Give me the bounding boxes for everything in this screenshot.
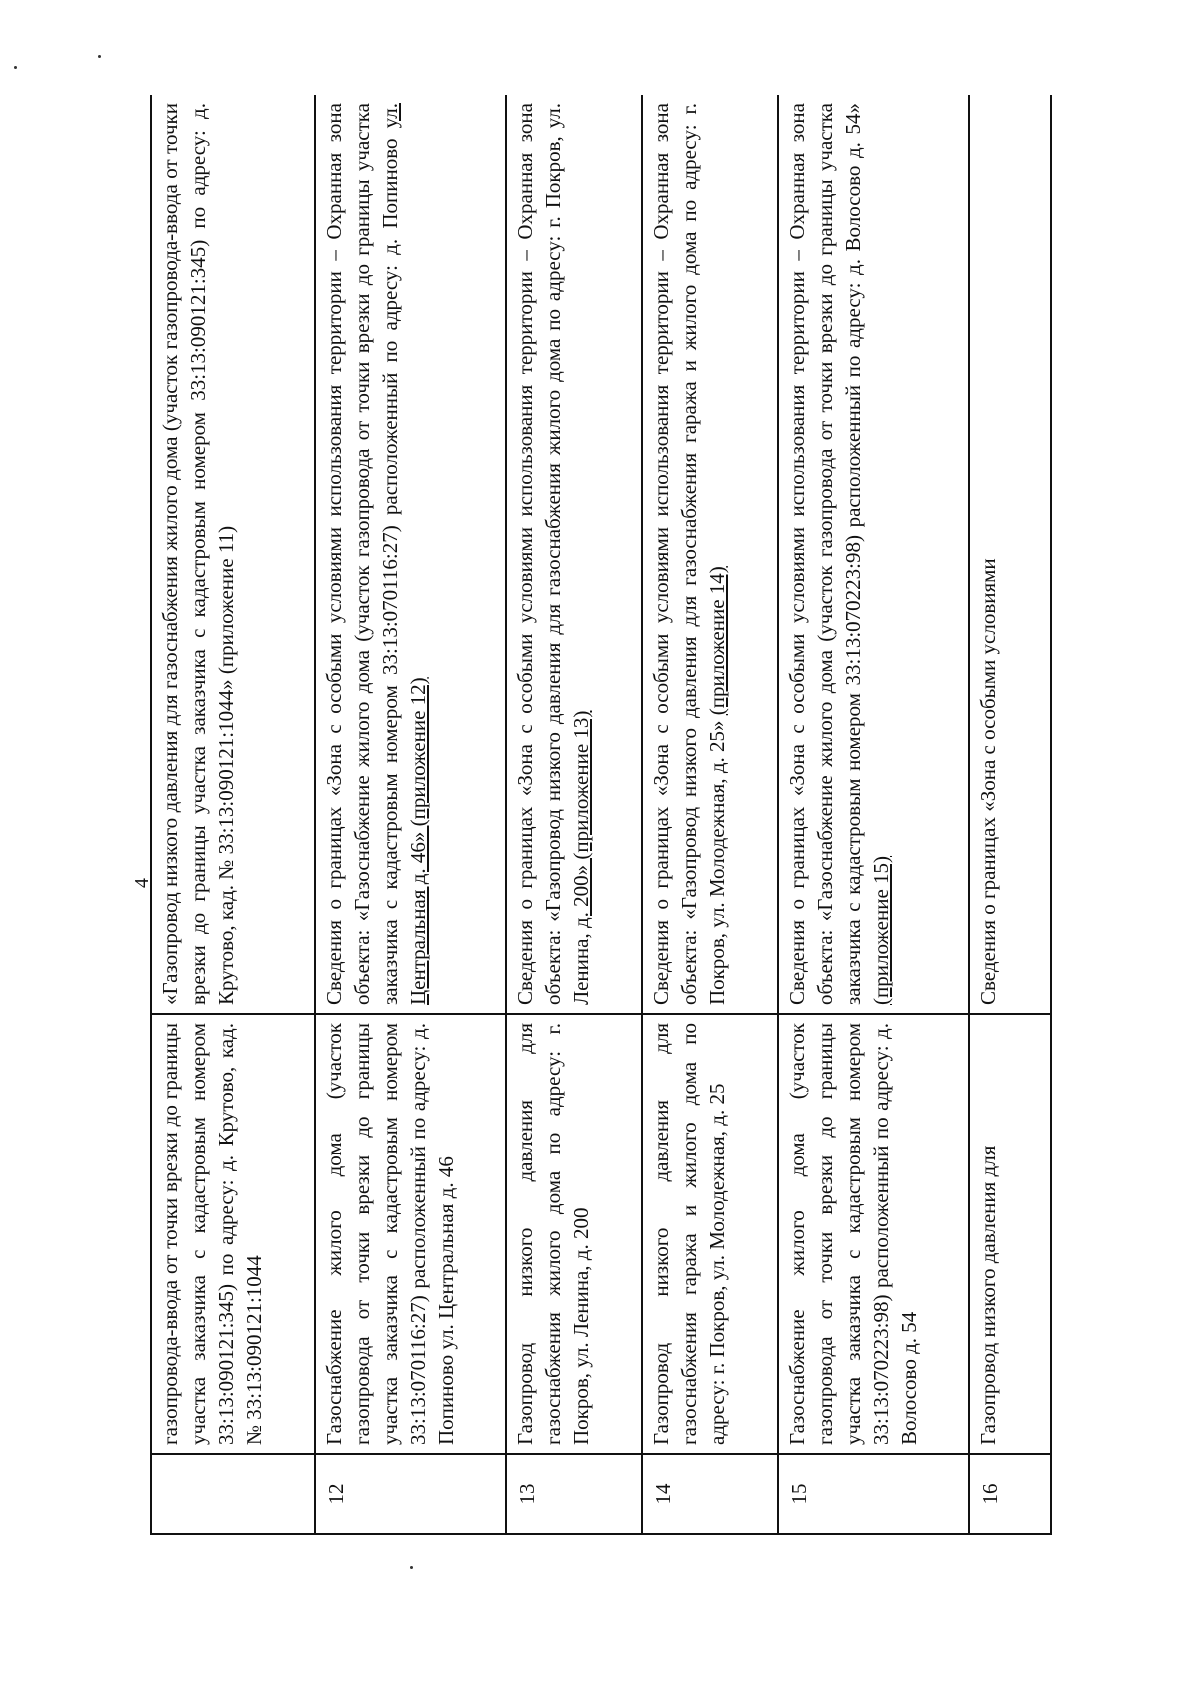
object-description: Газоснабжение жилого дома (участок газопровода от точки врезки до границы участка заказчика с кадастровым номером 33:13:070223:98) расположенный по адресу: д. Волосово д. 54 <box>779 1013 971 1453</box>
zone-information-tail: д. 200» (приложение 13) <box>569 710 594 929</box>
zone-information-lead: Сведения о границах «Зона с особыми условиями использования территории – Охранная зона объекта: «Газоснабжение жилого дома (участок газопровода от точки врезки до границы участка заказчика с кадастровым номером 33:13:070116:27) расположенный по адресу: д. Попиново <box>321 103 402 1005</box>
scan-speck <box>14 66 17 69</box>
row-number <box>152 1453 316 1533</box>
object-description: Газопровод низкого давления для газоснабжения гаража и жилого дома по адресу: г. Покров, ул. Молодежная, д. 25 <box>643 1013 779 1453</box>
zone-information <box>643 95 779 1013</box>
object-description: Газопровод низкого давления для <box>970 1013 1052 1453</box>
zone-information-tail: (приложение 15) <box>868 855 893 1005</box>
zone-information-tail: (приложение 14) <box>704 566 729 716</box>
zone-information-lead: Сведения о границах «Зона с особыми условиями использования территории – Охранная зона объекта: «Газопровод низкого давления для газоснабжения жилого дома по адресу: г. Покров, ул. Ленина, <box>513 103 594 1005</box>
zone-information <box>970 95 1052 1013</box>
zone-information <box>316 95 508 1013</box>
zone-information <box>152 95 316 1013</box>
row-number: 14 <box>643 1453 779 1533</box>
scan-speck <box>410 1566 413 1569</box>
zone-information-lead: Сведения о границах «Зона с особыми условиями использования территории – Охранная зона объекта: «Газоснабжение жилого дома (участок газопровода от точки врезки до границы участка заказчика с кадастровым номером 33:13:070223:98) расположенный по адресу: д. Волосово д. 54» <box>784 103 865 1005</box>
zone-information-lead: Сведения о границах «Зона с особыми условиями использования территории – Охранная зона объекта: «Газопровод низкого давления для газоснабжения гаража и жилого дома по адресу: г. Покров, ул. Молодежная, д. 25» <box>648 103 729 1005</box>
scan-speck <box>98 55 101 58</box>
zone-information-tail: ул. Центральная д. 46» (приложение 12) <box>377 103 430 1005</box>
zone-information-lead: Сведения о границах «Зона с особыми условиями <box>976 558 1001 1005</box>
row-number: 16 <box>970 1453 1052 1533</box>
row-number: 12 <box>316 1453 508 1533</box>
row-number: 15 <box>779 1453 971 1533</box>
rotated-table-area <box>150 95 1200 1535</box>
zone-information-tail: «Газопровод низкого давления для газоснабжения жилого дома (участок газопровода-ввода от точки врезки до границы участка заказчика с кадастровым номером 33:13:090121:345) по адресу: д. Крутово, кад. № 33:13:090121:1044» (приложение 11) <box>158 103 238 1005</box>
zone-information <box>779 95 971 1013</box>
object-description: Газоснабжение жилого дома (участок газопровода от точки врезки до границы участка заказчика с кадастровым номером 33:13:070116:27) расположенный по адресу: д. Попиново ул. Центральная д. 46 <box>316 1013 508 1453</box>
zone-information <box>507 95 643 1013</box>
object-description: газопровода-ввода от точки врезки до границы участка заказчика с кадастровым номером 33:13:090121:345) по адресу: д. Крутово, кад. № 33:13:090121:1044 <box>152 1013 316 1453</box>
object-description: Газопровод низкого давления для газоснабжения жилого дома по адресу: г. Покров, ул. Ленина, д. 200 <box>507 1013 643 1453</box>
document-table <box>150 95 1052 1535</box>
row-number: 13 <box>507 1453 643 1533</box>
page-number: 4 <box>131 878 153 888</box>
